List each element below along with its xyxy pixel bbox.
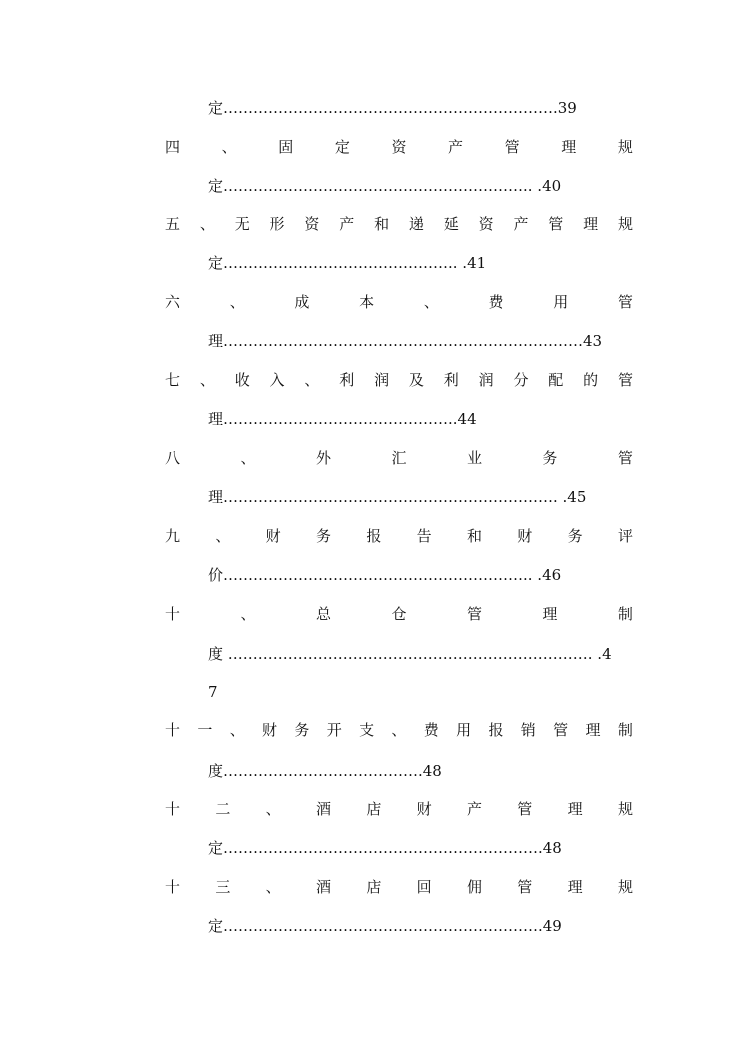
toc-heading-char: 管 [504,138,520,156]
toc-heading-char: 、 [199,371,215,389]
toc-heading-char: 酒 [315,878,331,896]
toc-heading-char: 润 [374,371,390,389]
toc-heading-char: 酒 [315,800,331,818]
toc-line-continuation [208,176,561,196]
toc-heading-char: 十 [165,878,181,896]
toc-heading-char: 十 [165,605,181,623]
toc-heading-char: 、 [199,215,215,233]
toc-continuation-text: 理………………………………………..44 [208,410,477,428]
toc-heading-char: 分 [513,371,529,389]
toc-heading-12-hotel-property [165,799,633,819]
toc-heading-char: 财 [416,800,432,818]
toc-heading-char: 仓 [391,605,407,623]
toc-continuation-text: 定……………………………………………………….48 [208,839,562,857]
toc-heading-char: 本 [359,293,375,311]
toc-heading-char: 和 [374,215,390,233]
toc-heading-char: 开 [326,721,342,739]
toc-heading-char: 管 [517,878,533,896]
toc-heading-char: 固 [278,138,294,156]
toc-line-continuation [208,331,602,351]
toc-heading-char: 理 [567,800,583,818]
toc-heading-char: 用 [456,721,472,739]
toc-line-continuation [208,253,486,273]
toc-heading-char: 财 [265,527,281,545]
toc-heading-char: 回 [416,878,432,896]
toc-heading-char: 管 [617,449,633,467]
toc-heading-char: 和 [466,527,482,545]
toc-heading-char: 汇 [391,449,407,467]
toc-heading-char: 理 [542,605,558,623]
toc-heading-char: 资 [391,138,407,156]
toc-line-continuation [208,682,218,702]
toc-heading-char: 告 [416,527,432,545]
toc-heading-char: 管 [548,215,564,233]
toc-heading-char: 利 [443,371,459,389]
toc-heading-char: 销 [520,721,536,739]
toc-heading-char: 务 [315,527,331,545]
toc-heading-char: 、 [215,527,231,545]
toc-heading-char: 递 [408,215,424,233]
toc-line-continuation [208,644,612,664]
toc-heading-char: 八 [165,449,181,467]
toc-heading-char: 规 [617,800,633,818]
toc-heading-char: 理 [583,215,599,233]
toc-heading-char: 管 [617,371,633,389]
toc-heading-char: 资 [304,215,320,233]
toc-heading-char: 五 [165,215,181,233]
toc-heading-char: 制 [617,605,633,623]
toc-line-continuation [208,487,586,507]
toc-continuation-text: 价…………………………………………………….. .46 [208,566,562,584]
toc-heading-char: 店 [366,878,382,896]
toc-continuation-text: 度 ………………………………………………………………. .4 [208,645,612,663]
toc-heading-char: 理 [561,138,577,156]
toc-heading-char: 资 [478,215,494,233]
toc-heading-char: 财 [262,721,278,739]
toc-heading-char: 定 [334,138,350,156]
toc-continuation-text: 理………………………………………………………………43 [208,332,603,350]
toc-heading-8-foreign-exchange [165,448,633,468]
toc-heading-char: 、 [221,138,237,156]
toc-heading-char: 、 [229,293,245,311]
toc-line-continuation [208,565,561,585]
toc-heading-char: 、 [265,878,281,896]
toc-continuation-text: 理…………………………………………………………. .45 [208,488,587,506]
toc-heading-char: 收 [234,371,250,389]
toc-heading-7-revenue-profit [165,370,633,390]
toc-heading-char: 管 [466,605,482,623]
toc-heading-char: 佣 [466,878,482,896]
toc-continuation-text: 定…………………………………………………….. .40 [208,177,562,195]
toc-heading-char: 产 [448,138,464,156]
toc-heading-char: 用 [553,293,569,311]
toc-heading-char: 外 [315,449,331,467]
toc-heading-4-fixed-assets [165,137,633,157]
toc-heading-char: 润 [478,371,494,389]
toc-heading-char: 管 [553,721,569,739]
toc-heading-9-financial-report [165,526,633,546]
toc-heading-char: 、 [391,721,407,739]
toc-line-continuation [208,916,562,936]
toc-heading-char: 入 [269,371,285,389]
toc-heading-char: 延 [443,215,459,233]
toc-heading-char: 务 [567,527,583,545]
toc-heading-char: 费 [488,293,504,311]
toc-heading-char: 十 [165,721,181,739]
toc-heading-char: 店 [366,800,382,818]
toc-heading-char: 务 [542,449,558,467]
toc-heading-char: 、 [423,293,439,311]
toc-heading-char: 、 [240,605,256,623]
toc-heading-char: 产 [466,800,482,818]
toc-heading-11-expenditure [165,720,633,740]
toc-continuation-text: 定………………………………………………………….39 [208,99,577,117]
toc-heading-char: 产 [339,215,355,233]
toc-heading-char: 的 [583,371,599,389]
toc-heading-char: 、 [240,449,256,467]
toc-heading-char: 形 [269,215,285,233]
toc-heading-char: 总 [315,605,331,623]
toc-heading-char: 四 [165,138,181,156]
toc-heading-char: 配 [548,371,564,389]
toc-heading-char: 、 [304,371,320,389]
toc-continuation-text: 定……………………………………………………….49 [208,917,562,935]
toc-heading-6-costs [165,292,633,312]
toc-heading-char: 报 [488,721,504,739]
toc-heading-char: 理 [585,721,601,739]
toc-heading-char: 规 [617,138,633,156]
toc-heading-char: 一 [197,721,213,739]
toc-heading-10-warehouse [165,604,633,624]
toc-heading-char: 三 [215,878,231,896]
toc-heading-char: 规 [617,215,633,233]
toc-continuation-text: 定……………………………………….. .41 [208,254,487,272]
toc-heading-char: 支 [359,721,375,739]
toc-heading-char: 制 [617,721,633,739]
toc-line-continuation [208,409,477,429]
toc-line-continuation [208,761,442,781]
toc-heading-char: 利 [339,371,355,389]
toc-heading-char: 六 [165,293,181,311]
toc-heading-char: 、 [265,800,281,818]
toc-heading-char: 财 [517,527,533,545]
toc-heading-char: 务 [294,721,310,739]
toc-continuation-text: 度………………………………….48 [208,762,442,780]
toc-heading-char: 管 [617,293,633,311]
toc-heading-char: 评 [617,527,633,545]
toc-continuation-text: 7 [208,683,218,701]
toc-heading-char: 报 [366,527,382,545]
toc-heading-char: 、 [229,721,245,739]
toc-heading-char: 费 [423,721,439,739]
toc-heading-5-intangible-assets [165,214,633,234]
toc-line-continuation [208,838,562,858]
toc-line-continuation [208,98,577,118]
toc-heading-char: 二 [215,800,231,818]
toc-heading-char: 九 [165,527,181,545]
toc-heading-char: 管 [517,800,533,818]
toc-heading-char: 成 [294,293,310,311]
toc-heading-char: 无 [234,215,250,233]
toc-heading-char: 产 [513,215,529,233]
toc-heading-char: 七 [165,371,181,389]
toc-heading-13-hotel-commission [165,877,633,897]
toc-heading-char: 理 [567,878,583,896]
toc-heading-char: 及 [408,371,424,389]
toc-heading-char: 十 [165,800,181,818]
toc-heading-char: 业 [466,449,482,467]
toc-heading-char: 规 [617,878,633,896]
